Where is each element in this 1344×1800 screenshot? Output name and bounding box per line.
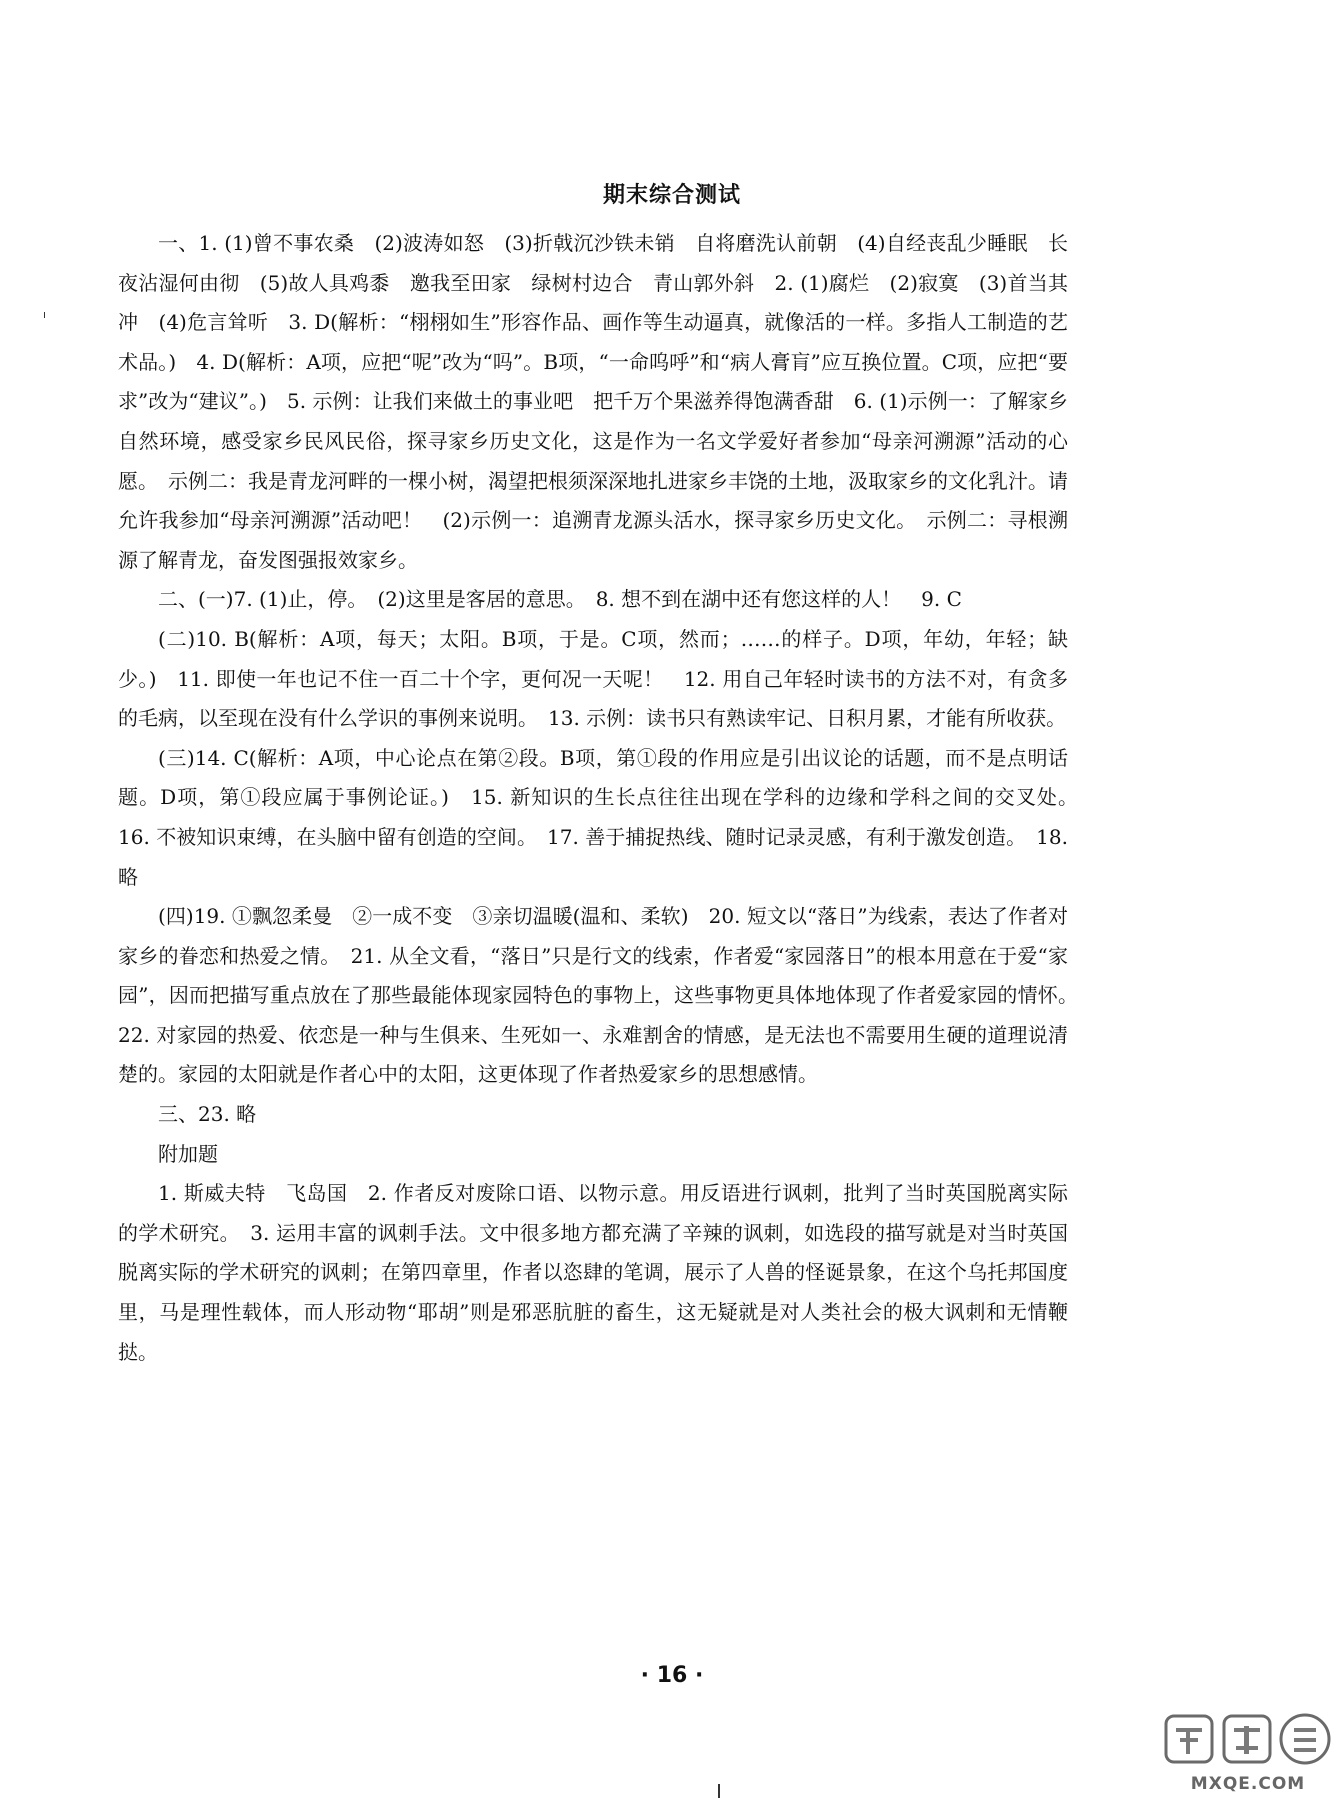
paragraph-part-two-one: 二、(一)7. (1)止，停。 (2)这里是客居的意思。 8. 想不到在湖中还有您这样的人！ 9. C bbox=[158, 587, 962, 612]
paragraph-part-three: 三、23. 略 bbox=[158, 1102, 257, 1127]
watermark-text: MXQE.COM bbox=[1190, 1774, 1306, 1794]
paragraph-part-one: 一、1. (1)曾不事农桑 (2)波涛如怒 (3)折戟沉沙铁未销 自将磨洗认前朝 (4)自经丧乱少睡眠 长夜沾湿何由彻 (5)故人具鸡黍 邀我至田家 绿树村边合 青山郭外斜 2. (1)腐烂 (2)寂寞 (3)首当其冲 (4)危言耸听 3. D(解析：“栩栩如生”形容作品、画作等生动逼真，就像活的一样。多指人工制造的艺术品。) 4. D(解析：A项，应把“呢”改为“吗”。B项，“一命呜呼”和“病人膏肓”应互换位置。C项，应把“要求”改为“建议”。) 5. 示例：让我们来做土的事业吧 把千万个果滋养得饱满香甜 6. (1)示例一：了解家乡自然环境，感受家乡民风民俗，探寻家乡历史文化，这是作为一名文学爱好者参加“母亲河溯源”活动的心愿。 示例二：我是青龙河畔的一棵小树，渴望把根须深深地扎进家乡丰饶的土地，汲取家乡的文化乳汁。请允许我参加“母亲河溯源”活动吧！ (2)示例一：追溯青龙源头活水，探寻家乡历史文化。 示例二：寻根溯源了解青龙，奋发图强报效家乡。 bbox=[118, 231, 1068, 572]
paragraph-bonus: 1. 斯威夫特 飞岛国 2. 作者反对废除口语、以物示意。用反语进行讽刺，批判了当时英国脱离实际的学术研究。 3. 运用丰富的讽刺手法。文中很多地方都充满了辛辣的讽刺，如选段的描写就是对当时英国脱离实际的学术研究的讽刺；在第四章里，作者以恣肆的笔调，展示了人兽的怪诞景象，在这个乌托邦国度里，马是理性载体，而人形动物“耶胡”则是邪恶肮脏的畜生，这无疑就是对人类社会的极大讽刺和无情鞭挞。 bbox=[118, 1181, 1068, 1364]
paragraph-part-two-four: (四)19. ①飘忽柔曼 ②一成不变 ③亲切温暖(温和、柔软) 20. 短文以“落日”为线索，表达了作者对家乡的眷恋和热爱之情。 21. 从全文看，“落日”只是行文的线索，作者爱“家园落日”的根本用意在于爱“家园”，因而把描写重点放在了那些最能体现家园特色的事物上，这些事物更具体地体现了作者爱家园的情怀。 22. 对家园的热爱、依恋是一种与生俱来、生死如一、永难割舍的情感，是无法也不需要用生硬的道理说清楚的。家园的太阳就是作者心中的太阳，这更体现了作者热爱家乡的思想感情。 bbox=[118, 904, 1088, 1087]
paragraph-part-two-three: (三)14. C(解析：A项，中心论点在第②段。B项，第①段的作用应是引出议论的话题，而不是点明话题。D项，第①段应属于事例论证。) 15. 新知识的生长点往往出现在学科的边缘和学科之间的交叉处。 16. 不被知识束缚，在头脑中留有创造的空间。 17. 善于捕捉热线、随时记录灵感，有利于激发创造。 18. 略 bbox=[118, 745, 1088, 889]
scan-mark bbox=[44, 312, 45, 318]
page-number: · 16 · bbox=[640, 1663, 704, 1688]
answer-body bbox=[118, 224, 1088, 1372]
scan-mark bbox=[718, 1784, 720, 1798]
paragraph-part-two-two: (二)10. B(解析：A项，每天；太阳。B项，于是。C项，然而；……的样子。D项，年幼，年轻；缺少。) 11. 即使一年也记不住一百二十个字，更何况一天呢！ 12. 用自己年轻时读书的方法不对，有贪多的毛病，以至现在没有什么学识的事例来说明。 13. 示例：读书只有熟读牢记、日积月累，才能有所收获。 bbox=[118, 626, 1068, 731]
paragraph-bonus-heading: 附加题 bbox=[158, 1141, 218, 1166]
site-watermark-logo bbox=[1160, 1708, 1336, 1794]
page-title: 期末综合测试 bbox=[602, 183, 741, 208]
